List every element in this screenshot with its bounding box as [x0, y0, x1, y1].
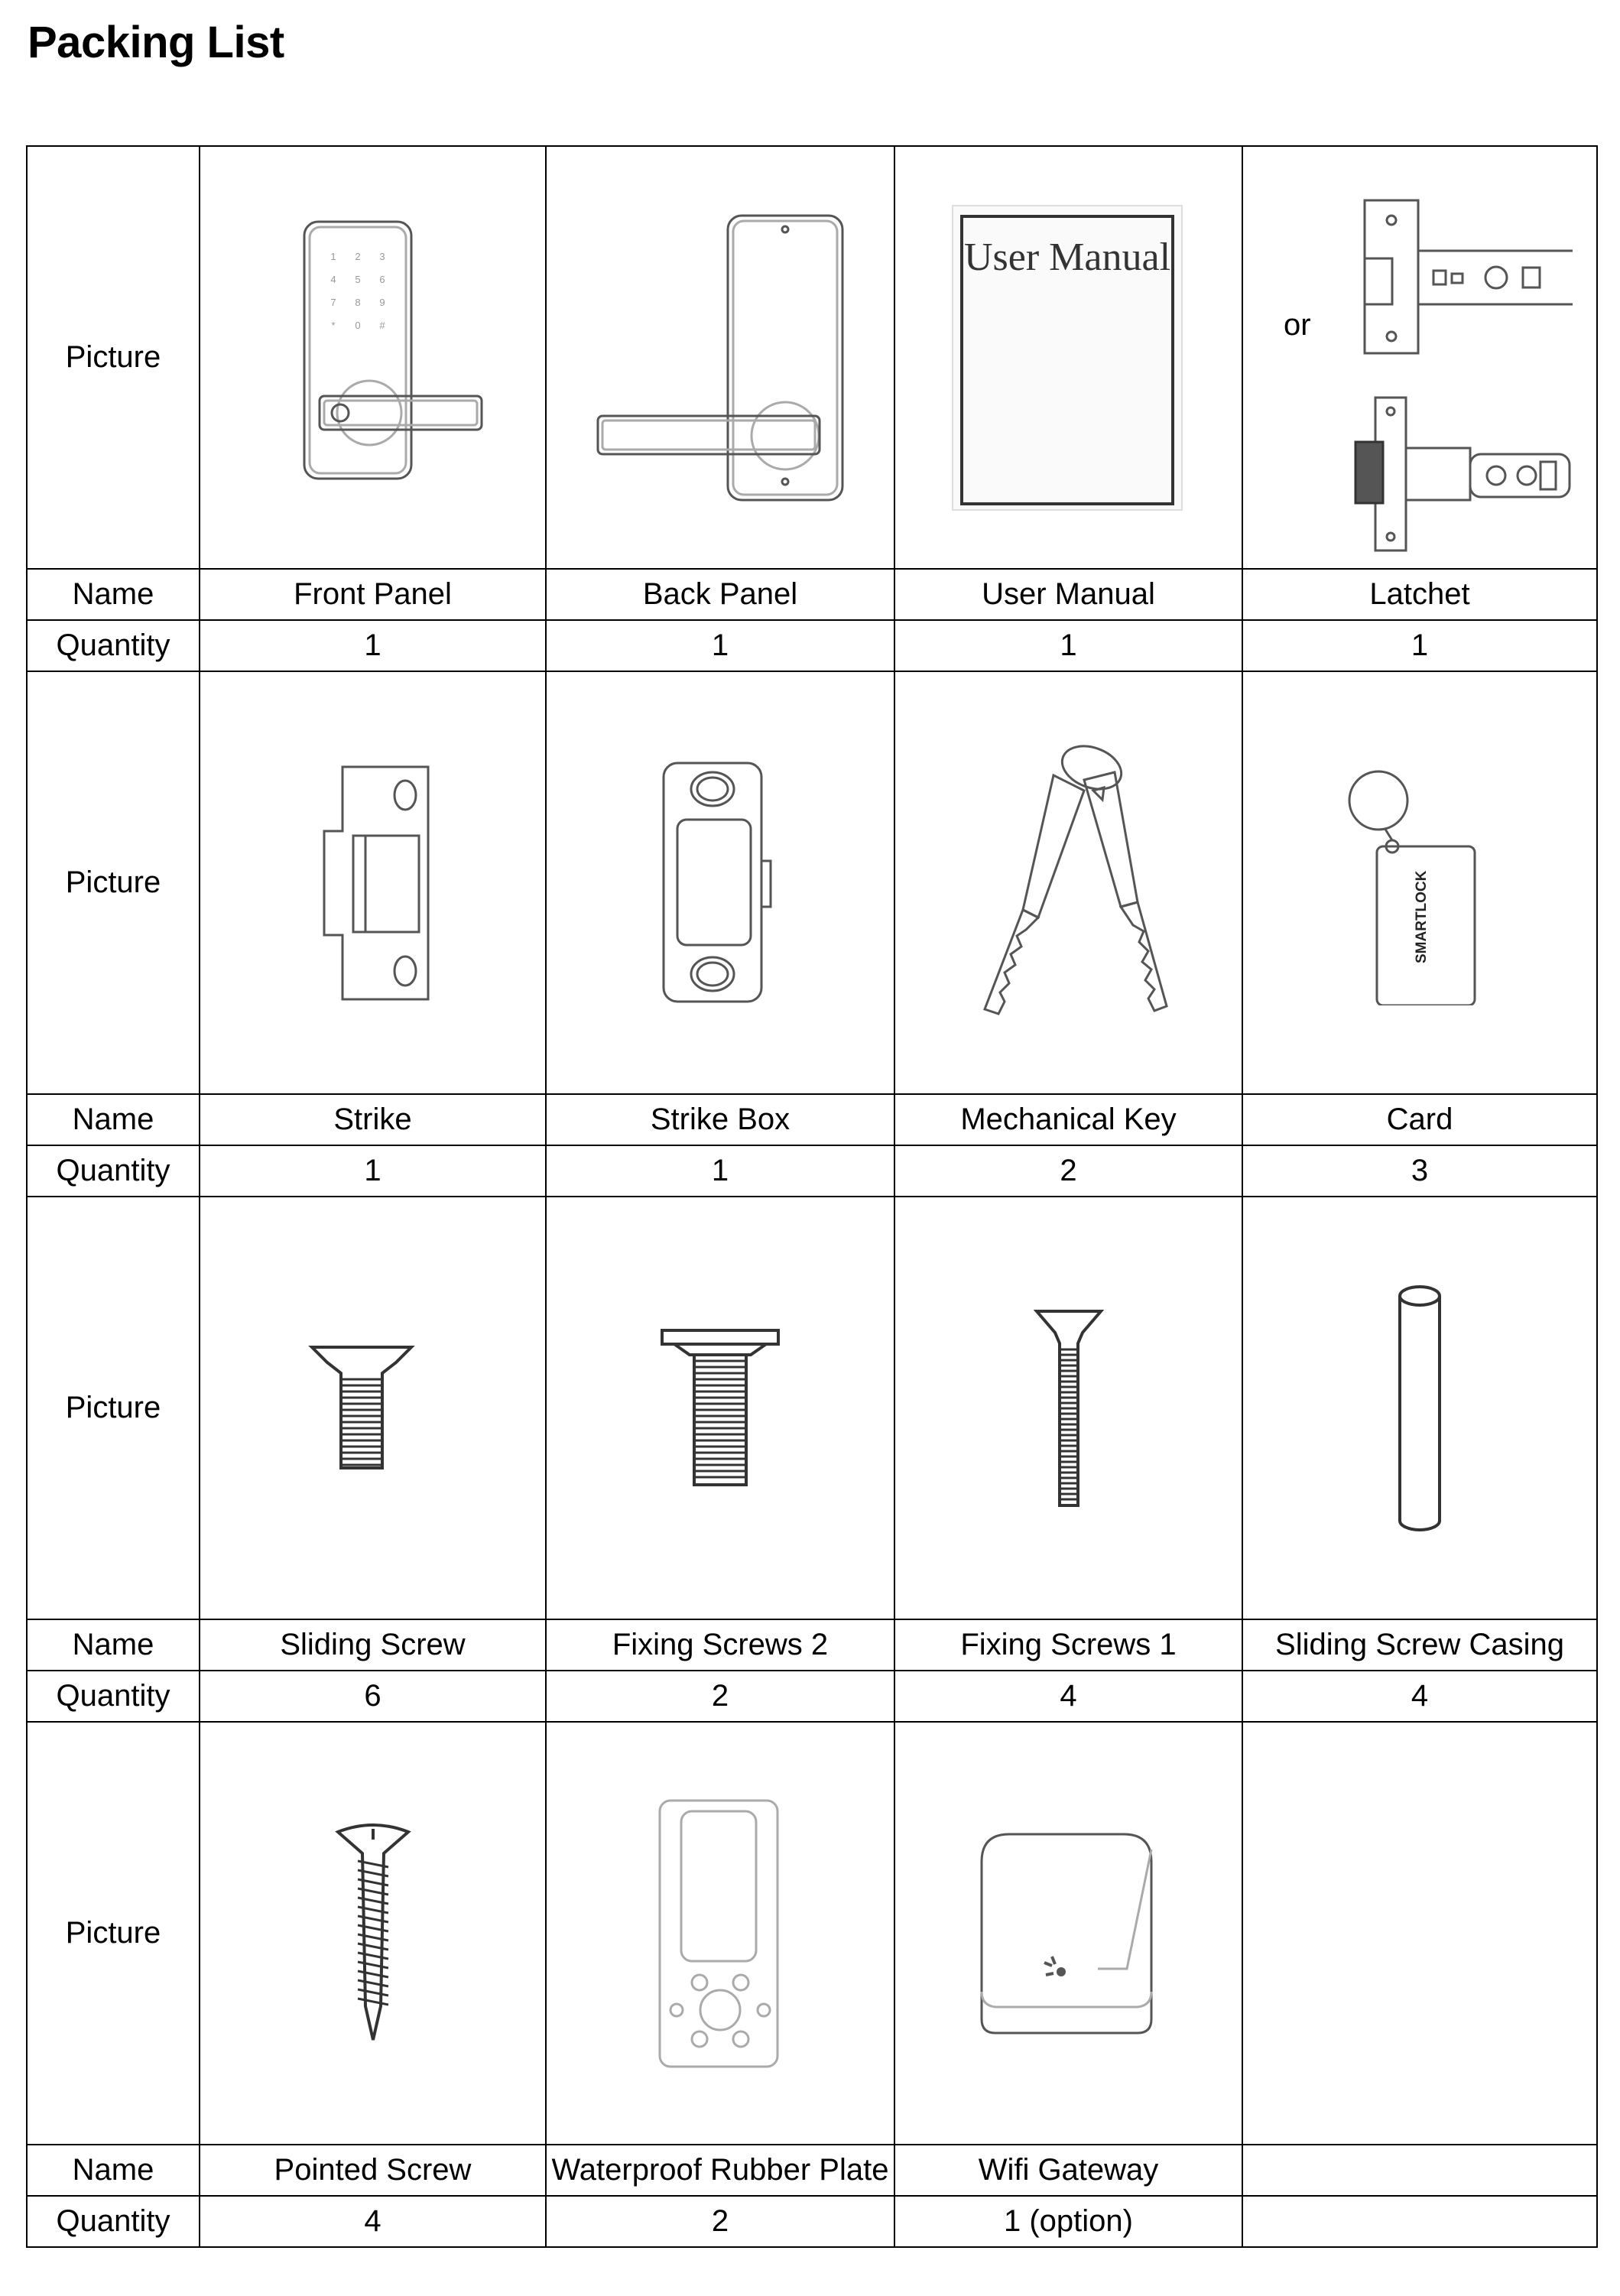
screw-thread	[358, 1962, 388, 1968]
keypad-key: 7	[330, 296, 336, 308]
item-quantity: 4	[200, 2196, 546, 2247]
card-text: SMARTLOCK	[1414, 870, 1430, 963]
strike-icon	[297, 761, 450, 1005]
item-quantity	[1242, 2196, 1597, 2247]
item-quantity: 4	[1242, 1671, 1597, 1722]
item-name: Strike Box	[546, 1094, 894, 1145]
item-quantity: 1	[1242, 620, 1597, 671]
page-title: Packing List	[28, 18, 284, 67]
item-name: Back Panel	[546, 569, 894, 620]
keypad-key: 6	[378, 273, 385, 285]
sliding-screw-icon	[297, 1340, 450, 1477]
sliding-screw-casing-picture	[1242, 1197, 1597, 1619]
item-quantity: 1	[546, 620, 894, 671]
back-panel-icon	[590, 213, 850, 503]
item-quantity: 2	[546, 1671, 894, 1722]
screw-thread	[358, 1971, 388, 1977]
item-name: Fixing Screws 1	[894, 1619, 1242, 1671]
empty-picture-cell	[1242, 1722, 1597, 2145]
latchet-icon	[1267, 159, 1573, 557]
name-row	[27, 1094, 1597, 1145]
manual-cover-text: User Manual	[963, 235, 1170, 279]
fixing-screw-1-picture	[894, 1197, 1242, 1619]
item-name: Card	[1242, 1094, 1597, 1145]
item-quantity: 1	[200, 1145, 546, 1197]
name-label: Name	[27, 1619, 200, 1671]
user-manual-picture	[894, 146, 1242, 569]
latchet-or-label: or	[1284, 307, 1311, 342]
quantity-label: Quantity	[27, 2196, 200, 2247]
screw-thread	[358, 1989, 388, 1996]
waterproof-rubber-plate-icon	[655, 1796, 785, 2071]
quantity-label: Quantity	[27, 1145, 200, 1197]
keypad-key: 1	[330, 250, 336, 262]
screw-thread	[358, 1934, 388, 1940]
item-name: Latchet	[1242, 569, 1597, 620]
keypad-key: 4	[330, 273, 336, 285]
strike-box-picture	[546, 671, 894, 1094]
item-quantity: 4	[894, 1671, 1242, 1722]
name-label: Name	[27, 569, 200, 620]
keypad-key: 0	[354, 319, 361, 331]
strike-picture	[200, 671, 546, 1094]
item-quantity: 6	[200, 1671, 546, 1722]
item-name: Mechanical Key	[894, 1094, 1242, 1145]
strike-box-icon	[644, 757, 797, 1009]
sliding-screw-casing-icon	[1389, 1282, 1450, 1534]
item-name: Wifi Gateway	[894, 2145, 1242, 2196]
front-panel-picture	[200, 146, 546, 569]
item-quantity: 1	[546, 1145, 894, 1197]
picture-row	[27, 1197, 1597, 1619]
item-name: Strike	[200, 1094, 546, 1145]
screw-thread	[358, 1999, 388, 2005]
picture-row	[27, 146, 1597, 569]
keypad-key: 3	[378, 250, 385, 262]
name-row	[27, 2145, 1597, 2196]
screw-thread	[358, 1980, 388, 1986]
keypad-key: 5	[354, 273, 361, 285]
packing-list-table	[26, 145, 1598, 2248]
fixing-screw-2-icon	[651, 1324, 789, 1492]
item-name: Front Panel	[200, 569, 546, 620]
picture-label: Picture	[27, 1722, 200, 2145]
quantity-label: Quantity	[27, 620, 200, 671]
mechanical-key-picture	[894, 671, 1242, 1094]
item-quantity: 2	[894, 1145, 1242, 1197]
pointed-screw-icon	[327, 1823, 419, 2044]
picture-label: Picture	[27, 671, 200, 1094]
fixing-screw-1-icon	[1023, 1305, 1115, 1512]
item-quantity: 2	[546, 2196, 894, 2247]
item-quantity: 1	[200, 620, 546, 671]
front-panel-icon	[258, 213, 488, 503]
quantity-row	[27, 1145, 1597, 1197]
fixing-screw-2-picture	[546, 1197, 894, 1619]
screw-thread	[358, 1953, 388, 1959]
picture-label: Picture	[27, 1197, 200, 1619]
picture-row	[27, 1722, 1597, 2145]
item-name: Sliding Screw Casing	[1242, 1619, 1597, 1671]
keypad-key: 2	[354, 250, 361, 262]
name-label: Name	[27, 1094, 200, 1145]
wifi-gateway-picture	[894, 1722, 1242, 2145]
card-picture	[1242, 671, 1597, 1094]
keypad-key: *	[330, 319, 336, 331]
latchet-picture	[1242, 146, 1597, 569]
keypad-key: 8	[354, 296, 361, 308]
name-label: Name	[27, 2145, 200, 2196]
quantity-row	[27, 1671, 1597, 1722]
item-quantity: 3	[1242, 1145, 1597, 1197]
name-row	[27, 1619, 1597, 1671]
item-name: Fixing Screws 2	[546, 1619, 894, 1671]
item-name	[1242, 2145, 1597, 2196]
pointed-screw-picture	[200, 1722, 546, 2145]
back-panel-picture	[546, 146, 894, 569]
user-manual-icon	[946, 201, 1191, 515]
picture-row	[27, 671, 1597, 1094]
item-name: Pointed Screw	[200, 2145, 546, 2196]
quantity-label: Quantity	[27, 1671, 200, 1722]
keypad-key: #	[378, 319, 385, 331]
wifi-gateway-icon	[969, 1819, 1168, 2048]
item-quantity: 1	[894, 620, 1242, 671]
picture-label: Picture	[27, 146, 200, 569]
item-name: Sliding Screw	[200, 1619, 546, 1671]
name-row	[27, 569, 1597, 620]
mechanical-key-icon	[962, 742, 1176, 1025]
quantity-row	[27, 2196, 1597, 2247]
item-name: User Manual	[894, 569, 1242, 620]
item-name: Waterproof Rubber Plate	[546, 2145, 894, 2196]
sliding-screw-picture	[200, 1197, 546, 1619]
item-quantity: 1 (option)	[894, 2196, 1242, 2247]
waterproof-rubber-plate-picture	[546, 1722, 894, 2145]
card-icon	[1336, 761, 1504, 1005]
keypad-key: 9	[378, 296, 385, 308]
quantity-row	[27, 620, 1597, 671]
screw-thread	[358, 1944, 388, 1950]
